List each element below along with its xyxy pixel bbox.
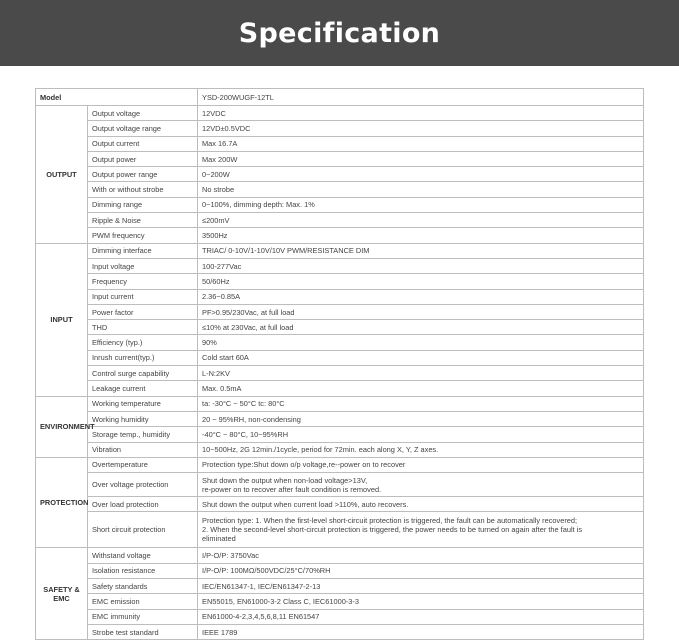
spec-label: Isolation resistance <box>88 563 198 578</box>
spec-label: Strobe test standard <box>88 624 198 639</box>
spec-row <box>36 350 644 365</box>
spec-label: Vibration <box>88 442 198 457</box>
model-value: YSD-200WUGF-12TL <box>198 89 644 106</box>
spec-value: Shut down the output when current load >110%, auto recovers. <box>198 497 644 512</box>
spec-label: Input current <box>88 289 198 304</box>
spec-value: Max. 0.5mA <box>198 381 644 396</box>
spec-label: Dimming range <box>88 197 198 212</box>
spec-label: Over voltage protection <box>88 473 198 497</box>
model-row <box>36 89 644 106</box>
page-title: Specification <box>238 17 441 49</box>
category-label: PROTECTION <box>36 457 88 548</box>
spec-value: 0~100%, dimming depth: Max. 1% <box>198 197 644 212</box>
spec-value: ≤200mV <box>198 213 644 228</box>
spec-row <box>36 213 644 228</box>
spec-row <box>36 457 644 472</box>
spec-row <box>36 151 644 166</box>
spec-label: Leakage current <box>88 381 198 396</box>
spec-label: Over load protection <box>88 497 198 512</box>
spec-value: 10~500Hz, 2G 12min./1cycle, period for 72min. each along X, Y, Z axes. <box>198 442 644 457</box>
spec-value: 12VDC <box>198 106 644 121</box>
spec-value: Protection type:Shut down o/p voltage,re--power on to recover <box>198 457 644 472</box>
spec-row <box>36 136 644 151</box>
spec-row <box>36 289 644 304</box>
spec-label: Safety standards <box>88 579 198 594</box>
spec-label: THD <box>88 320 198 335</box>
category-label: INPUT <box>36 243 88 396</box>
spec-value: -40°C ~ 80°C, 10~95%RH <box>198 427 644 442</box>
spec-label: Dimming interface <box>88 243 198 258</box>
spec-value: ta: -30°C ~ 50°C tc: 80°C <box>198 396 644 411</box>
spec-row <box>36 106 644 121</box>
spec-row <box>36 274 644 289</box>
spec-value: 3500Hz <box>198 228 644 243</box>
spec-label: Inrush current(typ.) <box>88 350 198 365</box>
spec-value: Cold start 60A <box>198 350 644 365</box>
spec-label: Working temperature <box>88 396 198 411</box>
model-label: Model <box>36 89 198 106</box>
spec-value: ≤10% at 230Vac, at full load <box>198 320 644 335</box>
spec-row <box>36 548 644 563</box>
spec-label: PWM frequency <box>88 228 198 243</box>
spec-value: I/P-O/P: 3750Vac <box>198 548 644 563</box>
spec-row <box>36 609 644 624</box>
spec-value: TRIAC/ 0-10V/1-10V/10V PWM/RESISTANCE DIM <box>198 243 644 258</box>
spec-label: Working humidity <box>88 411 198 426</box>
spec-label: Input voltage <box>88 258 198 273</box>
spec-label: EMC immunity <box>88 609 198 624</box>
spec-value: PF>0.95/230Vac, at full load <box>198 304 644 319</box>
spec-label: Ripple & Noise <box>88 213 198 228</box>
spec-value: 2.36~0.85A <box>198 289 644 304</box>
spec-row <box>36 442 644 457</box>
category-label: OUTPUT <box>36 106 88 244</box>
spec-value: Protection type: 1. When the first-level short-circuit protection is triggered, the fault can be automatically recovered; 2. When the second-level short-circuit protection is triggered, the power needs to be turned on again after the fault is eliminated <box>198 512 644 548</box>
spec-label: With or without strobe <box>88 182 198 197</box>
spec-row <box>36 579 644 594</box>
spec-value: 90% <box>198 335 644 350</box>
spec-row <box>36 594 644 609</box>
spec-value: 20 ~ 95%RH, non-condensing <box>198 411 644 426</box>
spec-label: Output current <box>88 136 198 151</box>
spec-row <box>36 512 644 548</box>
spec-row <box>36 304 644 319</box>
spec-row <box>36 497 644 512</box>
spec-label: Short circuit protection <box>88 512 198 548</box>
spec-row <box>36 167 644 182</box>
spec-label: Overtemperature <box>88 457 198 472</box>
spec-label: Control surge capability <box>88 366 198 381</box>
spec-value: Shut down the output when non-load voltage>13V, re-power on to recover after fault condition is removed. <box>198 473 644 497</box>
spec-row <box>36 396 644 411</box>
spec-row <box>36 228 644 243</box>
spec-row <box>36 624 644 639</box>
spec-label: Output power <box>88 151 198 166</box>
spec-row <box>36 258 644 273</box>
spec-row <box>36 381 644 396</box>
spec-value: 50/60Hz <box>198 274 644 289</box>
spec-value: 100-277Vac <box>198 258 644 273</box>
spec-row <box>36 182 644 197</box>
category-label: ENVIRONMENT <box>36 396 88 457</box>
spec-label: Power factor <box>88 304 198 319</box>
spec-value: 12VD±0.5VDC <box>198 121 644 136</box>
spec-label: Withstand voltage <box>88 548 198 563</box>
spec-value: EN61000-4-2,3,4,5,6,8,11 EN61547 <box>198 609 644 624</box>
spec-value: 0~200W <box>198 167 644 182</box>
spec-row <box>36 563 644 578</box>
spec-value: L-N:2KV <box>198 366 644 381</box>
spec-value: No strobe <box>198 182 644 197</box>
spec-label: Output voltage range <box>88 121 198 136</box>
spec-label: Output power range <box>88 167 198 182</box>
spec-value: EN55015, EN61000-3-2 Class C, IEC61000-3-3 <box>198 594 644 609</box>
spec-row <box>36 121 644 136</box>
spec-value: Max 200W <box>198 151 644 166</box>
spec-value: IEEE 1789 <box>198 624 644 639</box>
spec-value: I/P-O/P: 100MΩ/500VDC/25°C/70%RH <box>198 563 644 578</box>
spec-label: Storage temp., humidity <box>88 427 198 442</box>
spec-row <box>36 473 644 497</box>
spec-label: Frequency <box>88 274 198 289</box>
spec-row <box>36 243 644 258</box>
spec-row <box>36 411 644 426</box>
spec-row <box>36 366 644 381</box>
spec-row <box>36 320 644 335</box>
spec-value: IEC/EN61347-1, IEC/EN61347-2-13 <box>198 579 644 594</box>
spec-label: Efficiency (typ.) <box>88 335 198 350</box>
spec-row <box>36 335 644 350</box>
spec-row <box>36 427 644 442</box>
spec-label: Output voltage <box>88 106 198 121</box>
spec-row <box>36 197 644 212</box>
spec-label: EMC emission <box>88 594 198 609</box>
header-banner <box>0 0 679 66</box>
category-label: SAFETY & EMC <box>36 548 88 640</box>
spec-value: Max 16.7A <box>198 136 644 151</box>
specification-table <box>35 88 644 640</box>
